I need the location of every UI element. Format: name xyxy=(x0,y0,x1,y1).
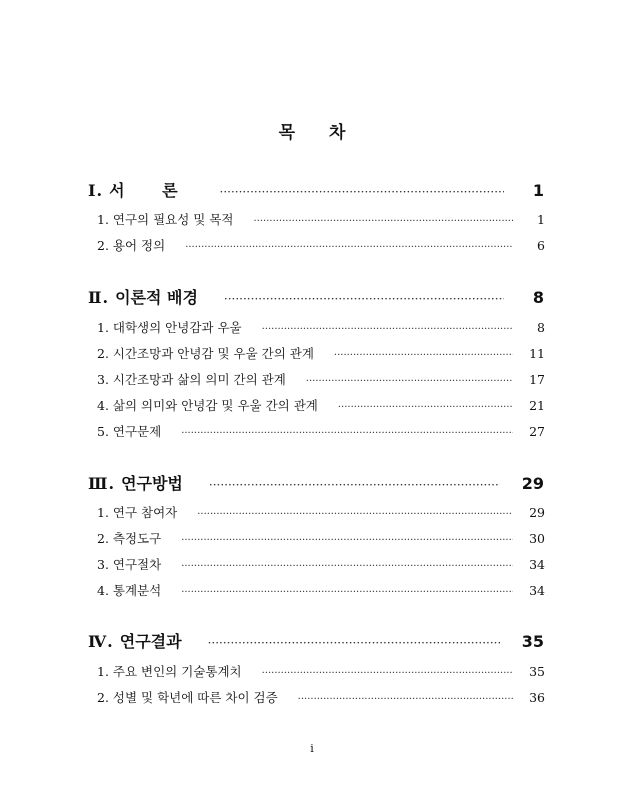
section-page: 8 xyxy=(537,320,545,335)
section-label: 4. 통계분석 xyxy=(97,583,162,598)
section-label: 4. 삶의 의미와 안녕감 및 우울 간의 관계 xyxy=(97,398,318,413)
section-page: 30 xyxy=(529,531,545,546)
toc-title: 목 차 xyxy=(278,123,360,143)
section-label: 3. 시간조망과 삶의 의미 간의 관계 xyxy=(97,372,286,387)
section-label: 5. 연구문제 xyxy=(97,424,162,439)
section-page: 34 xyxy=(529,583,545,598)
chapter-4-title: 연구결과 xyxy=(119,632,182,651)
toc-section-3-4[interactable] xyxy=(97,581,545,599)
dot-leader xyxy=(334,350,513,361)
toc-section-4-2[interactable] xyxy=(97,688,545,706)
section-page: 27 xyxy=(529,424,545,439)
chapter-1-label xyxy=(88,178,194,201)
toc-chapter-4[interactable] xyxy=(88,629,544,652)
dot-leader xyxy=(181,428,513,439)
section-label: 1. 주요 변인의 기술통계치 xyxy=(97,664,242,679)
chapter-3-title: 연구방법 xyxy=(121,474,183,493)
chapter-2-number: Ⅱ. xyxy=(88,288,110,307)
dot-leader xyxy=(181,535,513,546)
toc-chapter-1[interactable] xyxy=(88,178,544,201)
toc-chapter-2[interactable] xyxy=(88,285,544,308)
dot-leader xyxy=(224,292,504,306)
dot-leader xyxy=(262,668,513,679)
dot-leader xyxy=(338,402,513,413)
toc-section-3-3[interactable] xyxy=(97,555,545,573)
toc-section-3-2[interactable] xyxy=(97,529,545,547)
chapter-3-number: Ⅲ. xyxy=(88,474,116,493)
section-label: 1. 연구의 필요성 및 목적 xyxy=(97,212,234,227)
dot-leader xyxy=(208,636,500,650)
chapter-1-page: 1 xyxy=(532,181,544,200)
section-page: 11 xyxy=(529,346,545,361)
dot-leader xyxy=(181,587,513,598)
toc-section-1-2[interactable] xyxy=(97,236,545,254)
toc-chapter-3[interactable] xyxy=(88,471,544,494)
toc-section-2-3[interactable] xyxy=(97,370,545,388)
chapter-4-number: Ⅳ. xyxy=(88,632,114,651)
chapter-2-title: 이론적 배경 xyxy=(115,288,198,307)
dot-leader xyxy=(197,509,513,520)
section-label: 2. 용어 정의 xyxy=(97,238,166,253)
chapter-4-label xyxy=(88,629,182,652)
dot-leader xyxy=(254,216,514,227)
toc-section-3-1[interactable] xyxy=(97,503,545,521)
toc-section-2-1[interactable] xyxy=(97,318,545,336)
toc-section-2-2[interactable] xyxy=(97,344,545,362)
section-label: 1. 연구 참여자 xyxy=(97,505,178,520)
chapter-1-number: Ⅰ. xyxy=(88,181,104,200)
chapter-1-title: 서 론 xyxy=(109,181,194,200)
section-label: 1. 대학생의 안녕감과 우울 xyxy=(97,320,242,335)
dot-leader xyxy=(209,478,500,492)
toc-section-4-1[interactable] xyxy=(97,662,545,680)
chapter-4-page: 35 xyxy=(521,632,544,651)
chapter-2-page: 8 xyxy=(532,288,544,307)
section-page: 17 xyxy=(529,372,545,387)
section-page: 1 xyxy=(537,212,545,227)
dot-leader xyxy=(306,376,513,387)
dot-leader xyxy=(185,242,513,253)
section-page: 36 xyxy=(529,690,545,705)
section-label: 2. 성별 및 학년에 따른 차이 검증 xyxy=(97,690,278,705)
section-page: 35 xyxy=(529,664,545,679)
section-label: 3. 연구절차 xyxy=(97,557,162,572)
page-number-footer: i xyxy=(310,742,314,755)
toc-section-2-5[interactable] xyxy=(97,422,545,440)
chapter-3-page: 29 xyxy=(521,474,544,493)
section-page: 21 xyxy=(529,398,545,413)
section-page: 6 xyxy=(537,238,545,253)
dot-leader xyxy=(262,324,513,335)
section-page: 29 xyxy=(529,505,545,520)
chapter-3-label xyxy=(88,471,183,494)
dot-leader xyxy=(181,561,513,572)
dot-leader xyxy=(298,694,513,705)
chapter-2-label xyxy=(88,285,198,308)
dot-leader xyxy=(220,185,504,199)
section-label: 2. 시간조망과 안녕감 및 우울 간의 관계 xyxy=(97,346,314,361)
section-page: 34 xyxy=(529,557,545,572)
section-label: 2. 측정도구 xyxy=(97,531,162,546)
toc-section-2-4[interactable] xyxy=(97,396,545,414)
toc-section-1-1[interactable] xyxy=(97,210,545,228)
